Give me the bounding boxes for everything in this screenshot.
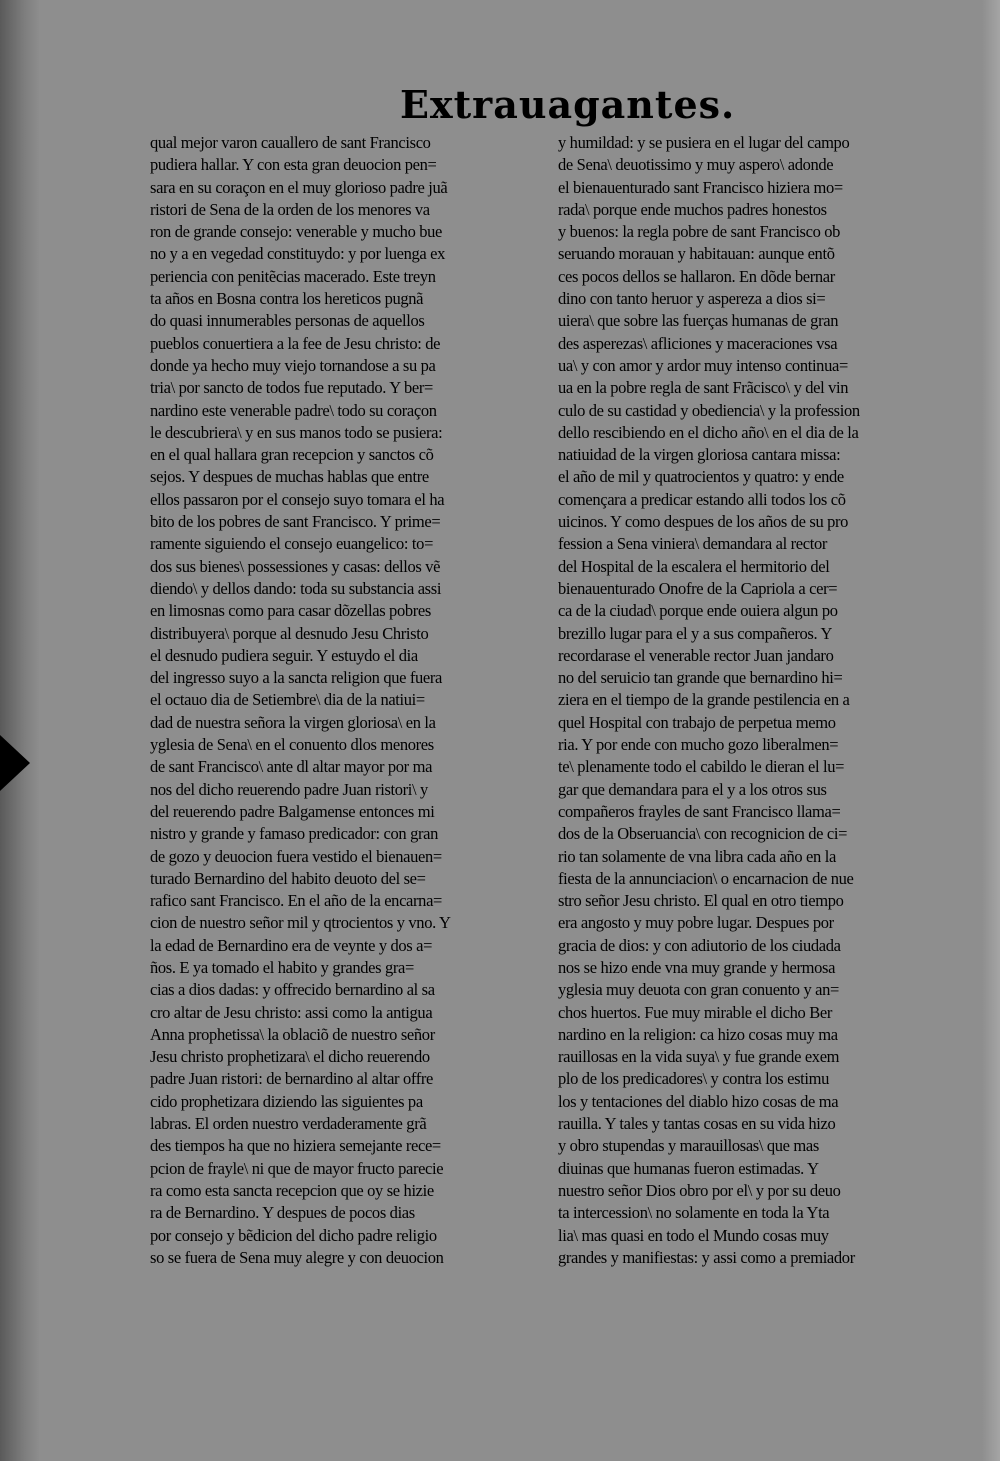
text-line: por consejo y bẽdicion del dicho padre religio xyxy=(150,1225,437,1245)
left-text-column xyxy=(150,132,535,1269)
text-line: el bienauenturado sant Francisco hiziera mo= xyxy=(558,177,843,197)
text-line: ua en la pobre regla de sant Frãcisco\ y del vin xyxy=(558,378,849,398)
text-line: pueblos conuertiera a la fee de Jesu christo: de xyxy=(150,333,441,353)
text-line: tria\ por sancto de todos fue reputado. Y ber= xyxy=(150,378,433,398)
text-line: recordarase el venerable rector Juan jandaro xyxy=(558,645,834,665)
text-line: ca de la ciudad\ porque ende ouiera algun po xyxy=(558,601,838,621)
text-line: donde ya hecho muy viejo tornandose a su pa xyxy=(150,355,436,375)
right-text-column xyxy=(558,132,943,1269)
text-line: de Sena\ deuotissimo y muy aspero\ adonde xyxy=(558,155,834,175)
text-line: la edad de Bernardino era de veynte y dos a= xyxy=(150,935,433,955)
text-line: uicinos. Y como despues de los años de su pro xyxy=(558,512,849,532)
text-line: lia\ mas quasi en todo el Mundo cosas muy xyxy=(558,1225,829,1245)
text-line: ra de Bernardino. Y despues de pocos dias xyxy=(150,1203,415,1223)
text-line: pudiera hallar. Y con esta gran deuocion pen= xyxy=(150,155,437,175)
text-line: y obro stupendas y marauillosas\ que mas xyxy=(558,1136,819,1156)
text-line: ristori de Sena de la orden de los menores va xyxy=(150,199,430,219)
text-line: los y tentaciones del diablo hizo cosas de ma xyxy=(558,1091,839,1111)
text-line: ria. Y por ende con mucho gozo liberalmen= xyxy=(558,735,839,755)
text-line: ra como esta sancta recepcion que oy se hizie xyxy=(150,1180,434,1200)
text-line: uiera\ que sobre las fuerças humanas de gran xyxy=(558,311,839,331)
text-line: culo de su castidad y obediencia\ y la profession xyxy=(558,400,860,420)
text-line: yglesia muy deuota con gran conuento y an= xyxy=(558,980,839,1000)
text-line: gracia de dios: y con adiutorio de los ciudada xyxy=(558,935,841,955)
text-line: nistro y grande y famaso predicador: con gran xyxy=(150,824,439,844)
text-line: sejos. Y despues de muchas hablas que entre xyxy=(150,467,429,487)
text-line: ron de grande consejo: venerable y mucho bue xyxy=(150,222,443,242)
text-line: nos se hizo ende vna muy grande y hermosa xyxy=(558,957,836,977)
text-line: rada\ porque ende muchos padres honestos xyxy=(558,199,827,219)
text-line: seruando morauan y habitauan: aunque entõ xyxy=(558,244,835,264)
text-line: rio tan solamente de vna libra cada año en la xyxy=(558,846,836,866)
text-line: periencia con penitẽcias macerado. Este treyn xyxy=(150,266,436,286)
text-line: en el qual hallara gran recepcion y sanctos cõ xyxy=(150,445,434,465)
text-line: rafico sant Francisco. En el año de la encarna= xyxy=(150,891,443,911)
text-line: qual mejor varon cauallero de sant Francisco xyxy=(150,133,431,152)
text-line: natiuidad de la virgen gloriosa cantara missa: xyxy=(558,445,841,465)
text-line: nardino este venerable padre\ todo su coraçon xyxy=(150,400,437,420)
text-line: des tiempos ha que no hiziera semejante rece= xyxy=(150,1136,441,1156)
text-line: dad de nuestra señora la virgen gloriosa\ en la xyxy=(150,712,436,732)
text-line: nos del dicho reuerendo padre Juan ristori\ y xyxy=(150,779,428,799)
text-line: cion de nuestro señor mil y qtrocientos y vno. Y xyxy=(150,913,451,933)
text-line: ños. E ya tomado el habito y grandes gra= xyxy=(150,957,414,977)
text-line: y buenos: la regla pobre de sant Francisco ob xyxy=(558,222,841,242)
text-line: dos de la Obseruancia\ con recognicion de ci= xyxy=(558,824,848,844)
text-line: so se fuera de Sena muy alegre y con deuocion xyxy=(150,1247,444,1267)
text-line: fession a Sena viniera\ demandara al rector xyxy=(558,534,827,554)
text-line: diuinas que humanas fueron estimadas. Y xyxy=(558,1158,819,1178)
text-line: labras. El orden nuestro verdaderamente grã xyxy=(150,1114,427,1134)
text-line: dino con tanto heruor y aspereza a dios si= xyxy=(558,289,826,309)
text-line: turado Bernardino del habito deuoto del se= xyxy=(150,868,426,888)
text-line: stro señor Jesu christo. El qual en otro tiempo xyxy=(558,891,844,911)
text-line: te\ plenamente todo el cabildo le dieran el lu= xyxy=(558,757,845,777)
text-line: ziera en el tiempo de la grande pestilencia en a xyxy=(558,690,850,710)
text-line: nuestro señor Dios obro por el\ y por su deuo xyxy=(558,1180,841,1200)
text-line: del reuerendo padre Balgamense entonces mi xyxy=(150,801,435,821)
text-line: ta años en Bosna contra los hereticos pugnã xyxy=(150,289,424,309)
text-line: le descubriera\ y en sus manos todo se pusiera: xyxy=(150,422,443,442)
text-line: ramente siguiendo el consejo euangelico: to= xyxy=(150,534,434,554)
running-head: Extrauagantes. xyxy=(400,82,736,127)
text-line: chos huertos. Fue muy mirable el dicho Ber xyxy=(558,1002,832,1022)
text-line: Anna prophetissa\ la oblaciõ de nuestro señor xyxy=(150,1024,435,1044)
text-line: pcion de frayle\ ni que de mayor fructo parecie xyxy=(150,1158,444,1178)
text-line: dos sus bienes\ possessiones y casas: dellos vẽ xyxy=(150,556,441,576)
text-line: de gozo y deuocion fuera vestido el bienauen= xyxy=(150,846,442,866)
text-line: sara en su coraçon en el muy glorioso padre juã xyxy=(150,177,448,197)
text-line: començara a predicar estando alli todos los cõ xyxy=(558,489,846,509)
text-line: gar que demandara para el y a los otros sus xyxy=(558,779,827,799)
page-clip-mark xyxy=(0,735,30,791)
text-line: el octauo dia de Setiembre\ dia de la natiui= xyxy=(150,690,425,710)
text-line: cido prophetizara diziendo las siguientes pa xyxy=(150,1091,423,1111)
text-line: des asperezas\ afliciones y maceraciones vsa xyxy=(558,333,838,353)
text-line: brezillo lugar para el y a sus compañeros. Y xyxy=(558,623,833,643)
text-line: ellos passaron por el consejo suyo tomara el ha xyxy=(150,489,445,509)
text-line: cro altar de Jesu christo: assi como la antigua xyxy=(150,1002,433,1022)
text-line: de sant Francisco\ ante dl altar mayor por ma xyxy=(150,757,433,777)
text-line: no del seruicio tan grande que bernardino hi= xyxy=(558,668,843,688)
text-line: plo de los predicadores\ y contra los estimu xyxy=(558,1069,829,1089)
text-line: bito de los pobres de sant Francisco. Y prime= xyxy=(150,512,441,532)
text-line: cias a dios dadas: y offrecido bernardino al sa xyxy=(150,980,435,1000)
text-line: ua\ y con amor y ardor muy intenso continua= xyxy=(558,355,848,375)
text-line: grandes y manifiestas: y assi como a premiador xyxy=(558,1247,855,1267)
text-line: distribuyera\ porque al desnudo Jesu Christo xyxy=(150,623,429,643)
text-line: del ingresso suyo a la sancta religion que fuera xyxy=(150,668,443,688)
text-line: dello rescibiendo en el dicho año\ en el dia de la xyxy=(558,422,859,442)
text-line: bienauenturado Onofre de la Capriola a cer= xyxy=(558,578,838,598)
text-line: compañeros frayles de sant Francisco llama= xyxy=(558,801,841,821)
text-line: Jesu christo prophetizara\ el dicho reuerendo xyxy=(150,1047,430,1067)
text-line: el año de mil y quatrocientos y quatro: y ende xyxy=(558,467,844,487)
text-line: ces pocos dellos se hallaron. En dõde bernar xyxy=(558,266,835,286)
text-line: el desnudo pudiera seguir. Y estuydo el dia xyxy=(150,645,418,665)
text-line: era angosto y muy pobre lugar. Despues por xyxy=(558,913,834,933)
text-line: yglesia de Sena\ en el conuento dlos menores xyxy=(150,735,434,755)
text-line: rauilla. Y tales y tantas cosas en su vida hizo xyxy=(558,1114,836,1134)
text-line: ta intercession\ no solamente en toda la Yta xyxy=(558,1203,830,1223)
text-line: en limosnas como para casar dõzellas pobres xyxy=(150,601,431,621)
text-line: fiesta de la annunciacion\ o encarnacion de nue xyxy=(558,868,854,888)
text-line: quel Hospital con trabajo de perpetua memo xyxy=(558,712,836,732)
text-line: rauillosas en la vida suya\ y fue grande exem xyxy=(558,1047,840,1067)
text-line: padre Juan ristori: de bernardino al altar offre xyxy=(150,1069,433,1089)
text-line: del Hospital de la escalera el hermitorio del xyxy=(558,556,830,576)
text-line: no y a en vegedad constituydo: y por luenga ex xyxy=(150,244,446,264)
text-line: diendo\ y dellos dando: toda su substancia assi xyxy=(150,578,442,598)
text-line: nardino en la religion: ca hizo cosas muy ma xyxy=(558,1024,838,1044)
text-line: y humildad: y se pusiera en el lugar del campo xyxy=(558,133,850,152)
text-line: do quasi innumerables personas de aquellos xyxy=(150,311,425,331)
page-edge xyxy=(982,0,1000,1461)
binding-gutter-shadow xyxy=(0,0,40,1461)
